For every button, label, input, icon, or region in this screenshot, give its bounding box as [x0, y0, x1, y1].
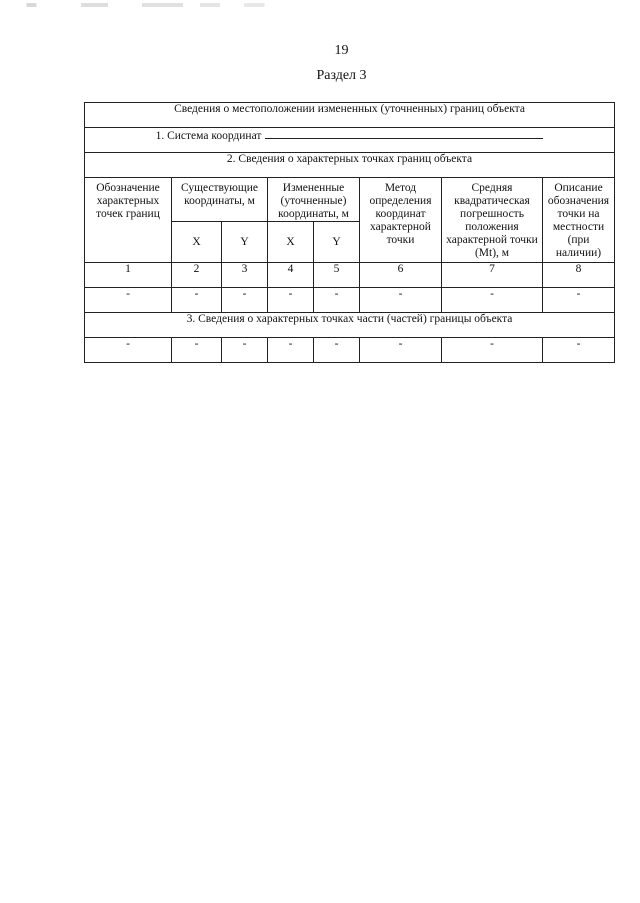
table-cell: - [268, 338, 314, 363]
coord-system-cell [85, 128, 615, 153]
header-changed-coords: Измененные (уточненные) координаты, м [268, 178, 360, 222]
points-data-row [85, 288, 615, 313]
table-cell: - [442, 338, 543, 363]
table-cell: - [314, 338, 360, 363]
table-cell: - [360, 288, 442, 313]
part-section-row [85, 313, 615, 338]
table-cell: - [314, 288, 360, 313]
coord-system-row [85, 128, 615, 153]
column-number: 8 [543, 263, 615, 288]
table-cell: - [268, 288, 314, 313]
header-designation: Обозначение характерных точек границ [85, 178, 172, 263]
table-title: Сведения о местоположении измененных (уточненных) границ объекта [85, 103, 615, 128]
coord-system-label: 1. Система координат [155, 130, 262, 142]
column-number: 7 [442, 263, 543, 288]
table-cell: - [222, 338, 268, 363]
boundary-info-table [84, 102, 615, 363]
header-row [85, 178, 615, 222]
subheader-existing-y: Y [222, 222, 268, 263]
header-method: Метод определения координат характерной точки [360, 178, 442, 263]
table-cell: - [85, 288, 172, 313]
subheader-changed-x: X [268, 222, 314, 263]
points-section-label: 2. Сведения о характерных точках границ объекта [85, 153, 615, 178]
table-cell: - [222, 288, 268, 313]
column-number: 2 [172, 263, 222, 288]
table-cell: - [85, 338, 172, 363]
table-cell: - [172, 288, 222, 313]
part-data-row [85, 338, 615, 363]
header-description: Описание обозначения точки на местности (при наличии) [543, 178, 615, 263]
points-section-row [85, 153, 615, 178]
subheader-existing-x: X [172, 222, 222, 263]
scan-artifact-marks [6, 3, 346, 7]
table-cell: - [360, 338, 442, 363]
column-number: 4 [268, 263, 314, 288]
table-cell: - [442, 288, 543, 313]
subheader-changed-y: Y [314, 222, 360, 263]
table-cell: - [172, 338, 222, 363]
coord-system-blank-line [265, 128, 543, 139]
section-title: Раздел 3 [316, 68, 367, 83]
column-numbers-row [85, 263, 615, 288]
table-cell: - [543, 288, 615, 313]
part-section-label: 3. Сведения о характерных точках части (частей) границы объекта [85, 313, 615, 338]
header-rms-error: Средняя квадратическая погрешность положения характерной точки (Mt), м [442, 178, 543, 263]
column-number: 5 [314, 263, 360, 288]
column-number: 6 [360, 263, 442, 288]
table-title-row [85, 103, 615, 128]
table-cell: - [543, 338, 615, 363]
header-existing-coords: Существующие координаты, м [172, 178, 268, 222]
column-number: 3 [222, 263, 268, 288]
column-number: 1 [85, 263, 172, 288]
page-number: 19 [334, 43, 349, 58]
